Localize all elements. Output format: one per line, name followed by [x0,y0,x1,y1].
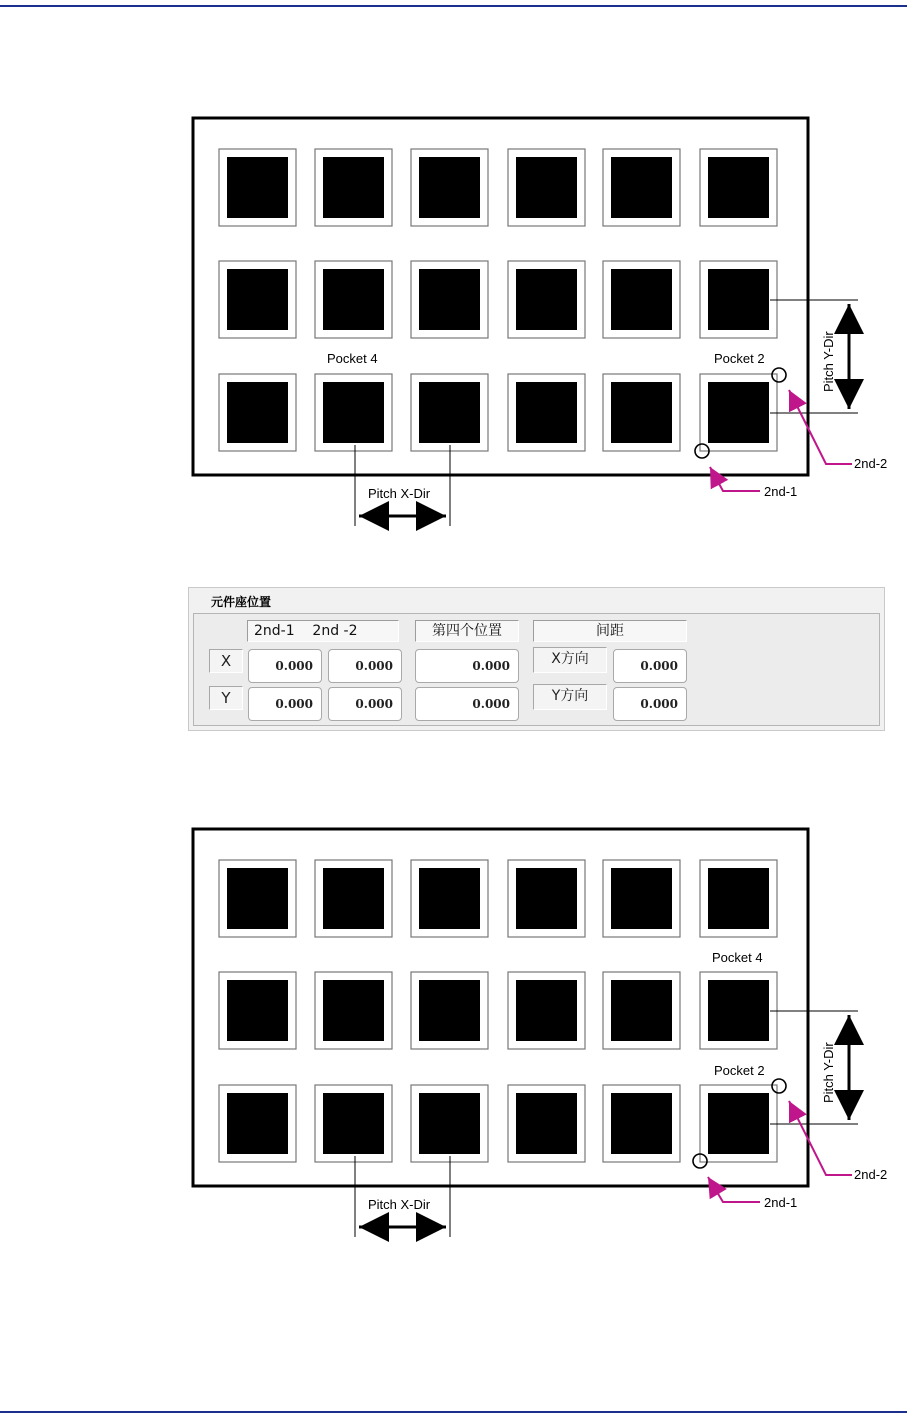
pitch-x-label: Pitch X-Dir [368,1197,431,1212]
x-fourth-position-field[interactable]: 0.000 [415,649,519,683]
component-2-6 [708,980,769,1041]
component-3-5 [611,1093,672,1154]
header-pitch: 间距 [533,620,687,642]
pocket-2-label: Pocket 2 [714,1063,765,1078]
y-pitch-field[interactable]: 0.000 [613,687,687,721]
bottom-rule [0,1411,907,1413]
component-1-4 [516,868,577,929]
y-2nd-2-field[interactable]: 0.000 [328,687,402,721]
component-3-6 [708,1093,769,1154]
component-2-5 [611,980,672,1041]
callout-2nd-2-label: 2nd-2 [854,1167,888,1182]
component-1-6 [708,868,769,929]
pitch-y-label: Pitch Y-Dir [821,331,836,392]
component-2-4 [516,980,577,1041]
callout-2nd-1-label: 2nd-1 [764,1195,798,1210]
component-2-2 [323,980,384,1041]
pocket-4-label: Pocket 4 [327,351,378,366]
component-3-4 [516,1093,577,1154]
row-label-x: X [209,649,243,673]
pitch-y-label: Pitch Y-Dir [821,1042,836,1103]
x-pitch-field[interactable]: 0.000 [613,649,687,683]
callout-2nd-1-label: 2nd-1 [764,484,798,499]
component-1-5 [611,868,672,929]
component-2-1 [227,980,288,1041]
component-3-3 [419,1093,480,1154]
pitch-x-label: X方向 [533,647,607,673]
pitch-x-label: Pitch X-Dir [368,486,431,501]
pocket-2-label: Pocket 2 [714,351,765,366]
component-1-2 [323,868,384,929]
panel-title: 元件座位置 [211,595,272,609]
component-2-3 [419,980,480,1041]
component-3-1 [227,1093,288,1154]
x-2nd-2-field[interactable]: 0.000 [328,649,402,683]
x-2nd-1-field[interactable]: 0.000 [248,649,322,683]
component-1-3 [419,868,480,929]
pocket-4-label: Pocket 4 [712,950,763,965]
header-2nd: 2nd-1 2nd -2 [247,620,399,642]
pitch-y-label: Y方向 [533,684,607,710]
header-fourth-position: 第四个位置 [415,620,519,642]
callout-2nd-2-label: 2nd-2 [854,456,888,471]
y-2nd-1-field[interactable]: 0.000 [248,687,322,721]
y-fourth-position-field[interactable]: 0.000 [415,687,519,721]
component-3-2 [323,1093,384,1154]
row-label-y: Y [209,686,243,710]
component-1-1 [227,868,288,929]
